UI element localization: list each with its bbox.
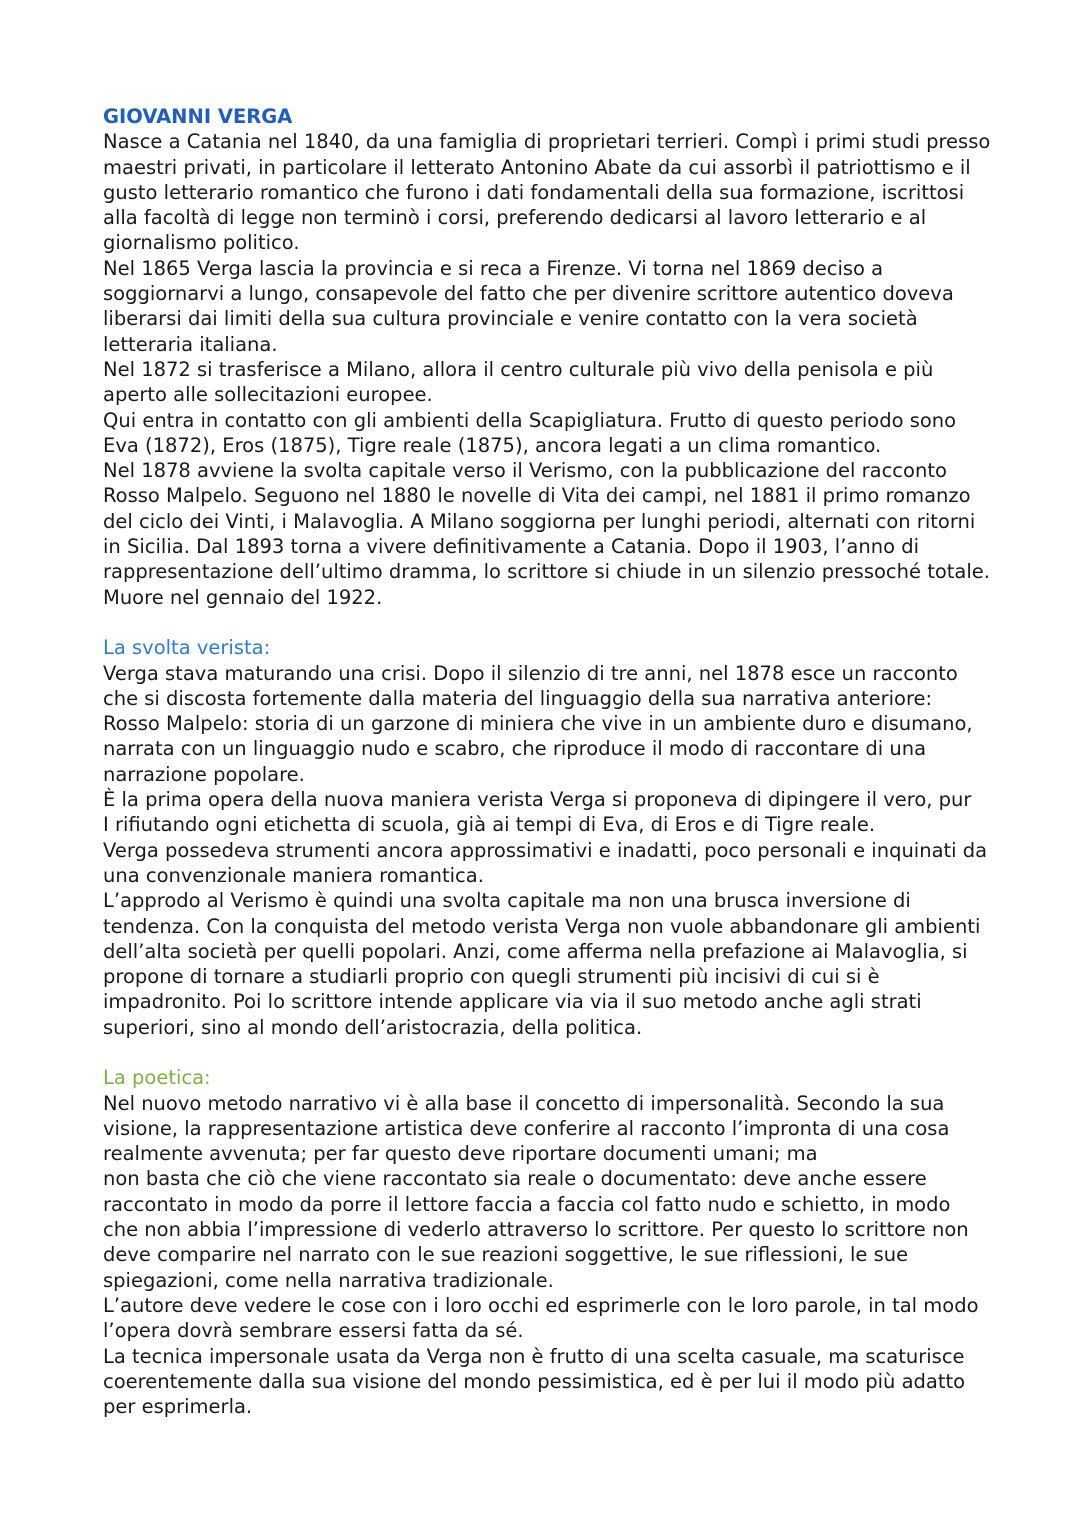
text-line: una convenzionale maniera romantica.	[103, 863, 484, 887]
text-line: tendenza. Con la conquista del metodo verista Verga non vuole abbandonare gli ambienti	[103, 914, 981, 938]
text-line: coerentemente dalla sua visione del mondo pessimistica, ed è per lui il modo più adatto	[103, 1369, 966, 1393]
text-line: superiori, sino al mondo dell’aristocrazia, della politica.	[103, 1015, 643, 1039]
text-line: La tecnica impersonale usata da Verga non è frutto di una scelta casuale, ma scaturisce	[103, 1344, 965, 1368]
text-line: Nel 1865 Verga lascia la provincia e si reca a Firenze. Vi torna nel 1869 deciso a	[103, 256, 884, 280]
text-line: dell’alta società per quelli popolari. Anzi, come afferma nella prefazione ai Malavoglia, si	[103, 939, 968, 963]
text-line: spiegazioni, come nella narrativa tradizionale.	[103, 1268, 554, 1292]
text-line: soggiornarvi a lungo, consapevole del fatto che per divenire scrittore autentico doveva	[103, 282, 954, 306]
text-line: Verga stava maturando una crisi. Dopo il silenzio di tre anni, nel 1878 esce un racconto	[103, 661, 958, 685]
biography-section	[103, 129, 1003, 610]
text-line: gusto letterario romantico che furono i dati fondamentali della sua formazione, iscrittosi	[103, 180, 965, 204]
section-spacer	[103, 610, 1003, 635]
section-heading-svolta-verista: La svolta verista:	[103, 636, 271, 660]
text-line: del ciclo dei Vinti, i Malavoglia. A Milano soggiorna per lunghi periodi, alternati con ritorni	[103, 509, 976, 533]
text-line: Muore nel gennaio del 1922.	[103, 585, 383, 609]
text-line: L’autore deve vedere le cose con i loro occhi ed esprimerle con le loro parole, in tal modo	[103, 1293, 979, 1317]
text-line: non basta che ciò che viene raccontato sia reale o documentato: deve anche essere	[103, 1167, 927, 1191]
text-line: narrata con un linguaggio nudo e scabro, che riproduce il modo di raccontare di una	[103, 737, 927, 761]
text-line: Eva (1872), Eros (1875), Tigre reale (1875), ancora legati a un clima romantico.	[103, 433, 882, 457]
text-line: liberarsi dai limiti della sua cultura provinciale e venire contatto con la vera società	[103, 307, 918, 331]
text-line: Nel 1872 si trasferisce a Milano, allora il centro culturale più vivo della penisola e più	[103, 357, 934, 381]
text-line: in Sicilia. Dal 1893 torna a vivere definitivamente a Catania. Dopo il 1903, l’anno di	[103, 535, 920, 559]
text-line: rappresentazione dell’ultimo dramma, lo scrittore si chiude in un silenzio pressoché totale.	[103, 560, 990, 584]
text-line: che si discosta fortemente dalla materia del linguaggio della sua narrativa anteriore:	[103, 686, 933, 710]
text-line: visione, la rappresentazione artistica deve conferire al racconto l’impronta di una cosa	[103, 1116, 950, 1140]
section-heading-poetica: La poetica:	[103, 1066, 211, 1090]
text-line: Qui entra in contatto con gli ambienti della Scapigliatura. Frutto di questo periodo sono	[103, 408, 957, 432]
text-line: giornalismo politico.	[103, 231, 300, 255]
page-title: GIOVANNI VERGA	[103, 105, 293, 128]
text-line: impadronito. Poi lo scrittore intende applicare via via il suo metodo anche agli strati	[103, 990, 922, 1014]
svolta-verista-section	[103, 661, 1003, 1040]
text-line: Nel 1878 avviene la svolta capitale verso il Verismo, con la pubblicazione del racconto	[103, 459, 947, 483]
text-line: aperto alle sollecitazioni europee.	[103, 383, 433, 407]
text-line: raccontato in modo da porre il lettore faccia a faccia col fatto nudo e schietto, in modo	[103, 1192, 951, 1216]
text-line: l’opera dovrà sembrare essersi fatta da sé.	[103, 1319, 524, 1343]
text-line: L’approdo al Verismo è quindi una svolta capitale ma non una brusca inversione di	[103, 889, 911, 913]
text-line: per esprimerla.	[103, 1395, 253, 1419]
text-line: narrazione popolare.	[103, 762, 305, 786]
text-line: Nasce a Catania nel 1840, da una famiglia di proprietari terrieri. Compì i primi studi presso	[103, 130, 991, 154]
section-spacer	[103, 1040, 1003, 1065]
text-line: Rosso Malpelo: storia di un garzone di miniera che vive in un ambiente duro e disumano,	[103, 712, 973, 736]
text-line: propone di tornare a studiarli proprio con quegli strumenti più incisivi di cui si è	[103, 965, 880, 989]
poetica-section	[103, 1091, 1003, 1420]
text-line: Verga possedeva strumenti ancora approssimativi e inadatti, poco personali e inquinati da	[103, 838, 988, 862]
text-line: deve comparire nel narrato con le sue reazioni soggettive, le sue riflessioni, le sue	[103, 1243, 909, 1267]
text-line: realmente avvenuta; per far questo deve riportare documenti umani; ma	[103, 1142, 818, 1166]
text-line: È la prima opera della nuova maniera verista Verga si proponeva di dipingere il vero, pur	[103, 788, 972, 812]
text-line: alla facoltà di legge non terminò i corsi, preferendo dedicarsi al lavoro letterario e al	[103, 206, 927, 230]
text-line: letteraria italiana.	[103, 332, 278, 356]
document-page	[103, 104, 1003, 1419]
text-line: che non abbia l’impressione di vederlo attraverso lo scrittore. Per questo lo scrittore non	[103, 1218, 969, 1242]
text-line: maestri privati, in particolare il letterato Antonino Abate da cui assorbì il patriottismo e il	[103, 155, 971, 179]
text-line: Nel nuovo metodo narrativo vi è alla base il concetto di impersonalità. Secondo la sua	[103, 1091, 945, 1115]
text-line: Rosso Malpelo. Seguono nel 1880 le novelle di Vita dei campi, nel 1881 il primo romanzo	[103, 484, 971, 508]
text-line: I rifiutando ogni etichetta di scuola, già ai tempi di Eva, di Eros e di Tigre reale.	[103, 813, 876, 837]
